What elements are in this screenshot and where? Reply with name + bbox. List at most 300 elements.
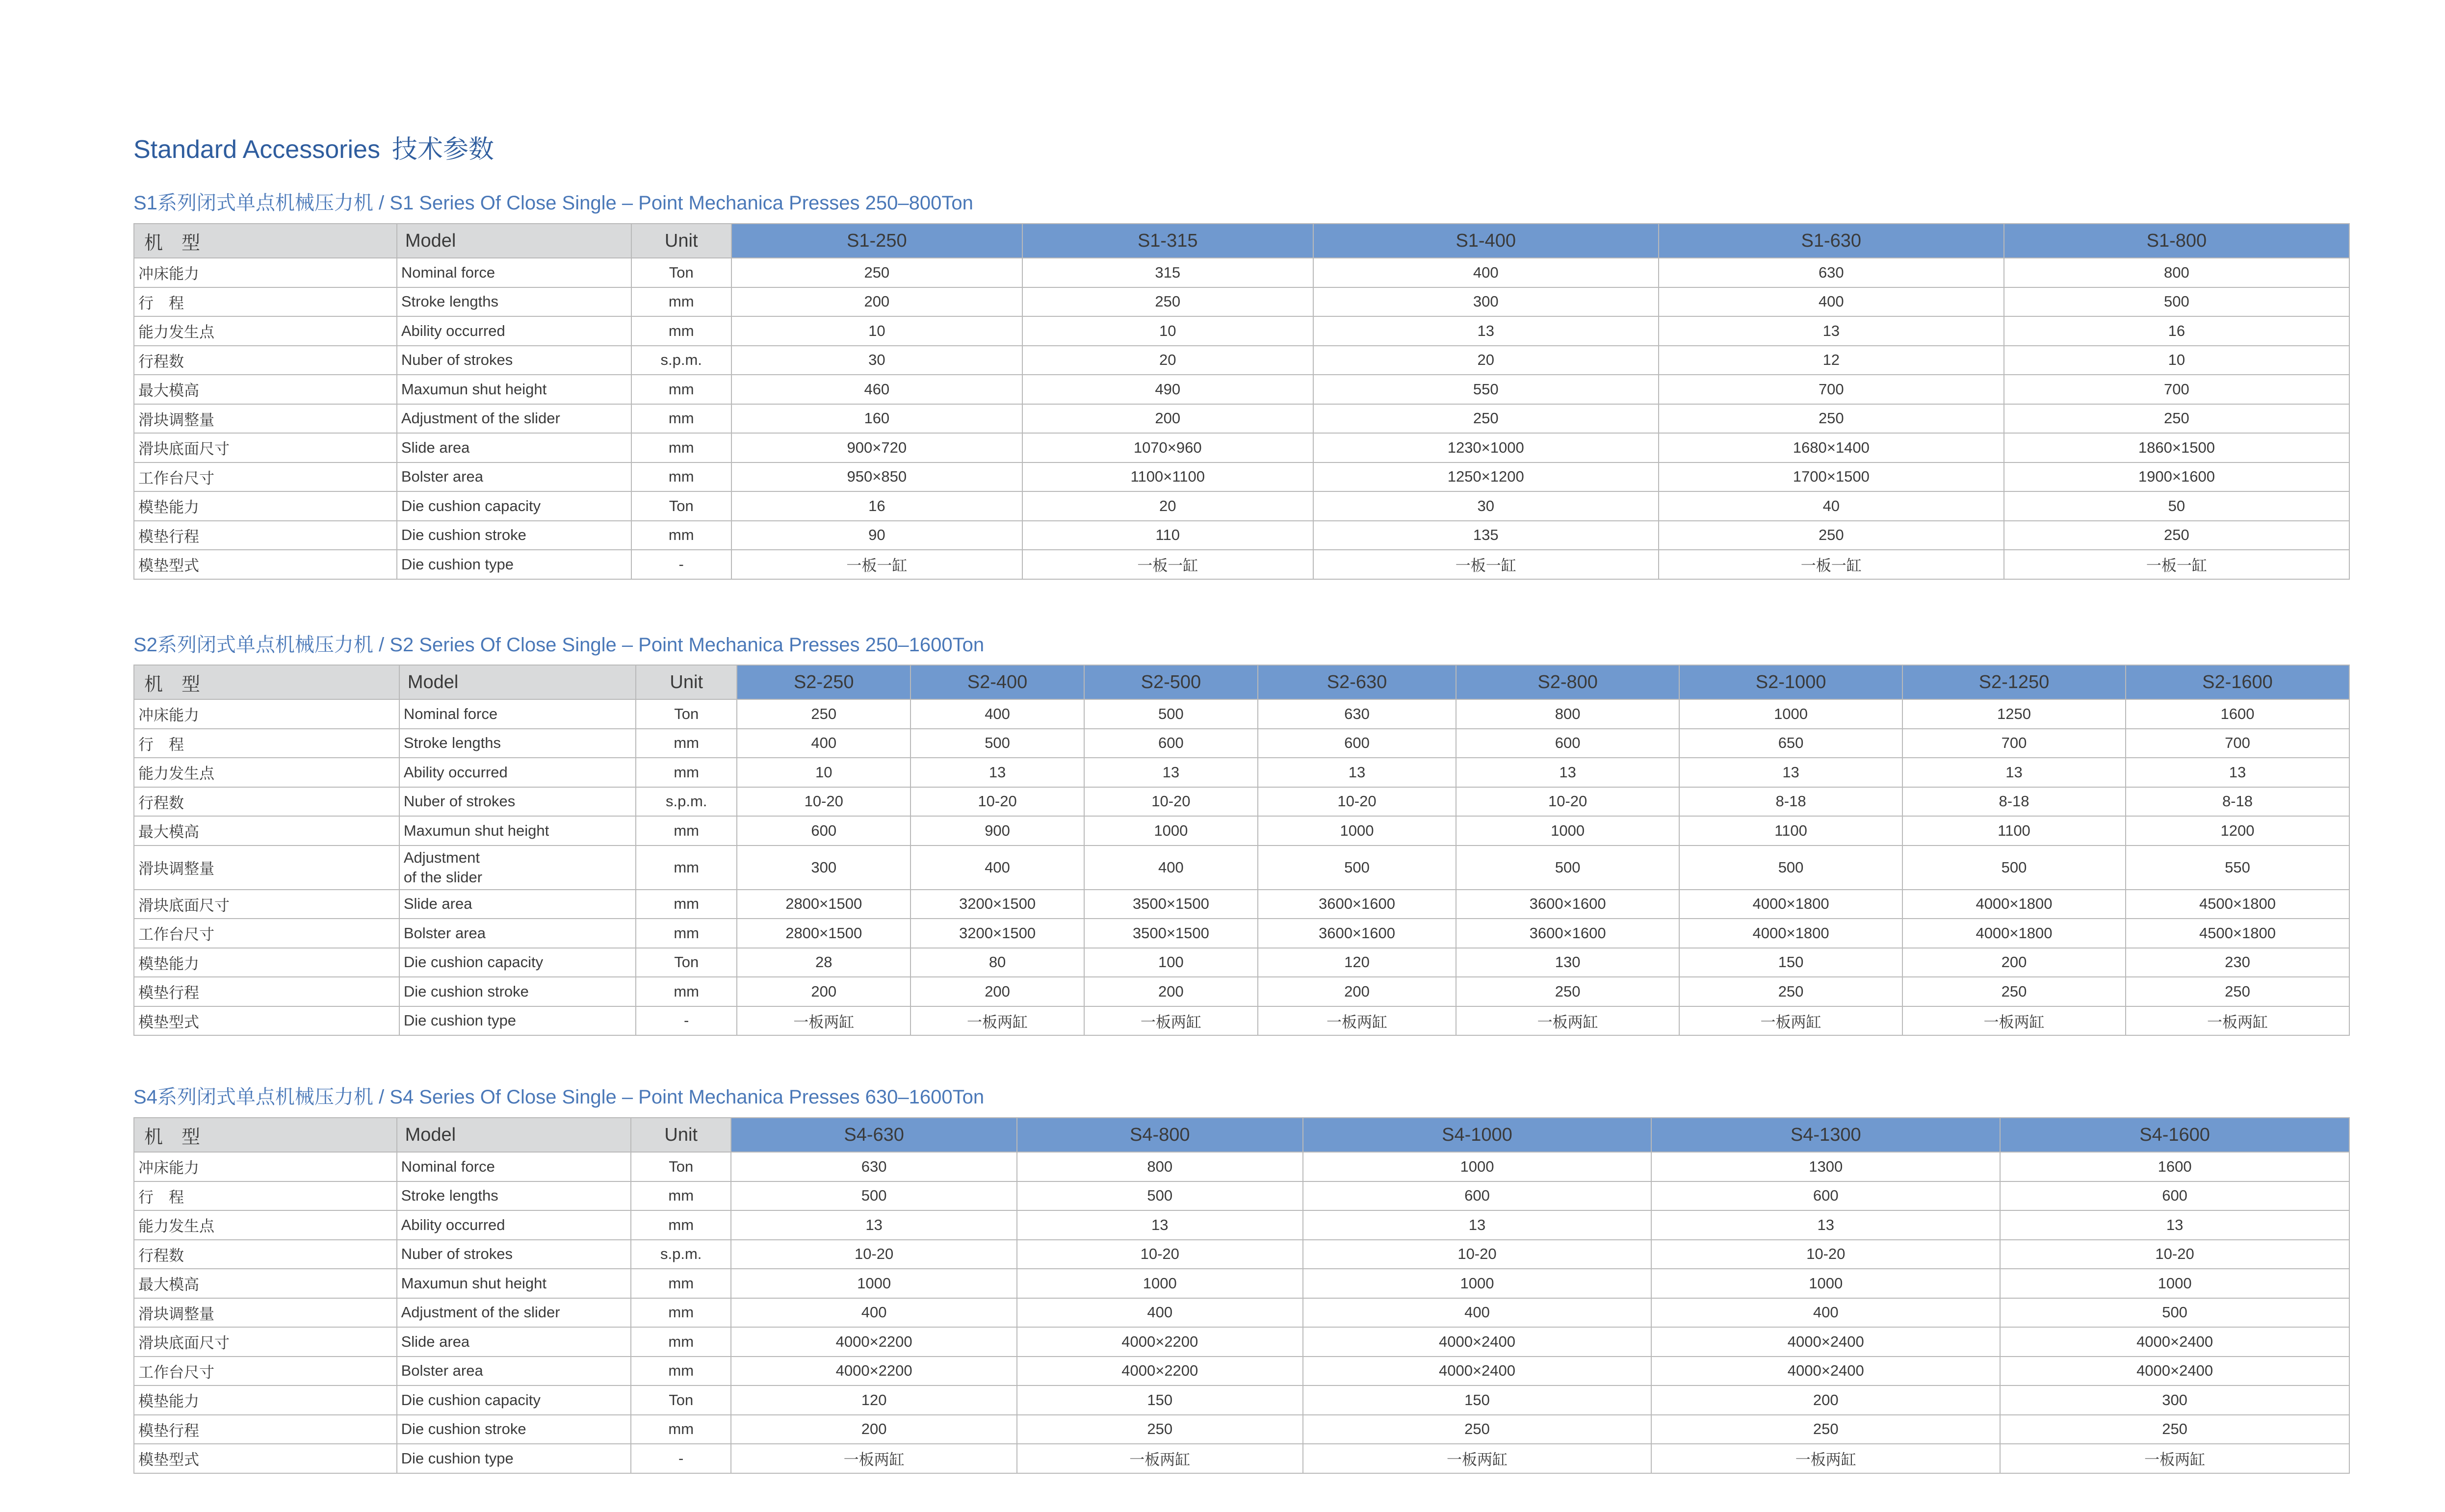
header-label-cn: 机 型 <box>134 224 397 258</box>
value-cell: 16 <box>2004 316 2349 346</box>
value-cell: 500 <box>1084 699 1258 729</box>
value-cell: 30 <box>1313 491 1659 521</box>
row-label-en: Nominal force <box>397 258 631 287</box>
value-cell: 13 <box>1258 758 1456 787</box>
value-cell: 90 <box>731 521 1022 550</box>
row-unit: Ton <box>631 1152 731 1181</box>
value-cell: 200 <box>1258 977 1456 1006</box>
value-cell: 4000×1800 <box>1679 890 1902 919</box>
value-cell: 160 <box>731 404 1022 434</box>
value-cell: 20 <box>1022 491 1313 521</box>
value-cell: 630 <box>731 1152 1017 1181</box>
value-cell: 8-18 <box>1902 787 2126 817</box>
row-label-cn: 工作台尺寸 <box>134 462 397 492</box>
value-cell: 120 <box>731 1385 1017 1415</box>
row-label-en: Ability occurred <box>399 758 636 787</box>
value-cell: 4500×1800 <box>2126 919 2349 948</box>
value-cell: 13 <box>1902 758 2126 787</box>
value-cell: 200 <box>1651 1385 2000 1415</box>
row-unit: mm <box>631 316 731 346</box>
row-label-cn: 最大模高 <box>134 816 399 846</box>
value-cell: 4000×2400 <box>2000 1357 2349 1386</box>
s2-spec-table <box>133 665 2350 1036</box>
value-cell: 500 <box>731 1181 1017 1211</box>
value-cell: 200 <box>731 1415 1017 1444</box>
row-label-cn: 模垫能力 <box>134 1385 397 1415</box>
value-cell: 1000 <box>1303 1269 1652 1298</box>
row-unit: s.p.m. <box>631 346 731 375</box>
row-unit: Ton <box>636 948 737 977</box>
value-cell: 200 <box>731 287 1022 317</box>
value-cell: 200 <box>737 977 910 1006</box>
value-cell: 13 <box>1303 1210 1652 1240</box>
value-cell: 2800×1500 <box>737 890 910 919</box>
table-row <box>134 1006 2349 1036</box>
model-header: S4-630 <box>731 1118 1017 1152</box>
value-cell: 200 <box>1022 404 1313 434</box>
value-cell: 1000 <box>1258 816 1456 846</box>
value-cell: 3200×1500 <box>910 890 1084 919</box>
row-label-cn: 最大模高 <box>134 375 397 404</box>
value-cell: 400 <box>1659 287 2004 317</box>
value-cell: 10-20 <box>1651 1240 2000 1269</box>
value-cell: 100 <box>1084 948 1258 977</box>
row-label-en: Die cushion stroke <box>397 521 631 550</box>
model-header: S2-1000 <box>1679 665 1902 699</box>
value-cell: 13 <box>1659 316 2004 346</box>
row-label-en: Adjustment of the slider <box>397 1298 631 1328</box>
value-cell: 600 <box>1651 1181 2000 1211</box>
s1-spec-table <box>133 223 2350 580</box>
value-cell: 490 <box>1022 375 1313 404</box>
row-unit: mm <box>631 1210 731 1240</box>
value-cell: 500 <box>910 729 1084 758</box>
row-label-cn: 能力发生点 <box>134 758 399 787</box>
value-cell: 一板两缸 <box>1456 1006 1679 1036</box>
value-cell: 1000 <box>1679 699 1902 729</box>
value-cell: 700 <box>2126 729 2349 758</box>
value-cell: 50 <box>2004 491 2349 521</box>
value-cell: 250 <box>1679 977 1902 1006</box>
model-header: S1-315 <box>1022 224 1313 258</box>
value-cell: 135 <box>1313 521 1659 550</box>
value-cell: 900×720 <box>731 433 1022 462</box>
row-label-en: Nominal force <box>397 1152 631 1181</box>
model-header: S2-1600 <box>2126 665 2349 699</box>
value-cell: 12 <box>1659 346 2004 375</box>
value-cell: 40 <box>1659 491 2004 521</box>
value-cell: 3200×1500 <box>910 919 1084 948</box>
s2-section-title: S2系列闭式单点机械压力机 / S2 Series Of Close Single – Point Mechanica Presses 250–1600Ton <box>133 634 985 656</box>
value-cell: 600 <box>1303 1181 1652 1211</box>
table-row <box>134 816 2349 846</box>
s4-section-title: S4系列闭式单点机械压力机 / S4 Series Of Close Single – Point Mechanica Presses 630–1600Ton <box>133 1086 985 1108</box>
row-label-cn: 工作台尺寸 <box>134 919 399 948</box>
value-cell: 1000 <box>731 1269 1017 1298</box>
row-unit: s.p.m. <box>631 1240 731 1269</box>
row-unit: Ton <box>631 1385 731 1415</box>
row-unit: mm <box>631 521 731 550</box>
table-row <box>134 787 2349 817</box>
value-cell: 4000×1800 <box>1902 919 2126 948</box>
row-unit: s.p.m. <box>636 787 737 817</box>
value-cell: 700 <box>1659 375 2004 404</box>
value-cell: 13 <box>1084 758 1258 787</box>
table-row <box>134 346 2349 375</box>
row-label-en: Nominal force <box>399 699 636 729</box>
table-header-row <box>134 224 2349 258</box>
row-label-cn: 行 程 <box>134 1181 397 1211</box>
row-label-cn: 最大模高 <box>134 1269 397 1298</box>
model-header: S1-400 <box>1313 224 1659 258</box>
row-label-cn: 能力发生点 <box>134 1210 397 1240</box>
row-label-cn: 模垫能力 <box>134 491 397 521</box>
page-title-cn: 技术参数 <box>391 135 494 164</box>
value-cell: 400 <box>910 846 1084 890</box>
value-cell: 630 <box>1258 699 1456 729</box>
value-cell: 250 <box>1659 521 2004 550</box>
row-label-cn: 能力发生点 <box>134 316 397 346</box>
value-cell: 250 <box>1902 977 2126 1006</box>
value-cell: 4000×1800 <box>1679 919 1902 948</box>
value-cell: 250 <box>1651 1415 2000 1444</box>
row-label-en: Bolster area <box>397 1357 631 1386</box>
table-row <box>134 1298 2349 1328</box>
row-label-en: Maxumun shut height <box>397 1269 631 1298</box>
value-cell: 1860×1500 <box>2004 433 2349 462</box>
row-unit: mm <box>631 1327 731 1357</box>
model-header: S4-1000 <box>1303 1118 1652 1152</box>
row-label-cn: 行程数 <box>134 787 399 817</box>
value-cell: 460 <box>731 375 1022 404</box>
value-cell: 4000×2400 <box>2000 1327 2349 1357</box>
value-cell: 4000×1800 <box>1902 890 2126 919</box>
value-cell: 315 <box>1022 258 1313 287</box>
value-cell: 1250×1200 <box>1313 462 1659 492</box>
value-cell: 300 <box>1313 287 1659 317</box>
model-header: S2-400 <box>910 665 1084 699</box>
value-cell: 10 <box>1022 316 1313 346</box>
value-cell: 10 <box>2004 346 2349 375</box>
header-label-unit: Unit <box>631 224 731 258</box>
row-label-en: Die cushion capacity <box>397 1385 631 1415</box>
value-cell: 1200 <box>2126 816 2349 846</box>
value-cell: 3600×1600 <box>1258 919 1456 948</box>
value-cell: 550 <box>1313 375 1659 404</box>
value-cell: 400 <box>1651 1298 2000 1328</box>
row-label-en: Slide area <box>399 890 636 919</box>
value-cell: 8-18 <box>1679 787 1902 817</box>
value-cell: 1000 <box>1456 816 1679 846</box>
row-label-cn: 模垫行程 <box>134 521 397 550</box>
value-cell: 10 <box>731 316 1022 346</box>
table-row <box>134 521 2349 550</box>
row-unit: mm <box>636 758 737 787</box>
value-cell: 一板两缸 <box>910 1006 1084 1036</box>
value-cell: 4000×2400 <box>1651 1327 2000 1357</box>
value-cell: 500 <box>1258 846 1456 890</box>
row-label-cn: 滑块底面尺寸 <box>134 890 399 919</box>
row-unit: - <box>631 550 731 579</box>
value-cell: 1900×1600 <box>2004 462 2349 492</box>
row-unit: - <box>636 1006 737 1036</box>
value-cell: 一板一缸 <box>1022 550 1313 579</box>
value-cell: 800 <box>1456 699 1679 729</box>
value-cell: 4000×2400 <box>1651 1357 2000 1386</box>
value-cell: 1070×960 <box>1022 433 1313 462</box>
row-label-cn: 滑块调整量 <box>134 1298 397 1328</box>
header-label-unit: Unit <box>631 1118 731 1152</box>
row-unit: mm <box>631 287 731 317</box>
value-cell: 1000 <box>1303 1152 1652 1181</box>
table-row <box>134 919 2349 948</box>
table-row <box>134 1269 2349 1298</box>
model-header: S1-800 <box>2004 224 2349 258</box>
row-unit: Ton <box>631 491 731 521</box>
value-cell: 500 <box>1456 846 1679 890</box>
value-cell: 1100×1100 <box>1022 462 1313 492</box>
value-cell: 800 <box>1017 1152 1303 1181</box>
table-header-row <box>134 665 2349 699</box>
value-cell: 一板一缸 <box>2004 550 2349 579</box>
value-cell: 一板两缸 <box>1258 1006 1456 1036</box>
value-cell: 200 <box>910 977 1084 1006</box>
table-row <box>134 287 2349 317</box>
value-cell: 250 <box>1017 1415 1303 1444</box>
row-label-en: Nuber of strokes <box>397 346 631 375</box>
row-label-en: Slide area <box>397 1327 631 1357</box>
table-row <box>134 1210 2349 1240</box>
table-row <box>134 890 2349 919</box>
table-row <box>134 699 2349 729</box>
value-cell: 400 <box>1313 258 1659 287</box>
table-row <box>134 1385 2349 1415</box>
value-cell: 500 <box>2000 1298 2349 1328</box>
value-cell: 13 <box>1651 1210 2000 1240</box>
row-unit: mm <box>631 433 731 462</box>
row-unit: Ton <box>631 258 731 287</box>
value-cell: 13 <box>1456 758 1679 787</box>
value-cell: 一板一缸 <box>1659 550 2004 579</box>
s4-spec-table <box>133 1117 2350 1474</box>
value-cell: 400 <box>1084 846 1258 890</box>
value-cell: 500 <box>1017 1181 1303 1211</box>
value-cell: 700 <box>2004 375 2349 404</box>
value-cell: 200 <box>1902 948 2126 977</box>
page-title-en: Standard Accessories <box>133 135 380 164</box>
value-cell: 13 <box>731 1210 1017 1240</box>
row-label-en: Maxumun shut height <box>399 816 636 846</box>
value-cell: 600 <box>1456 729 1679 758</box>
row-unit: mm <box>636 816 737 846</box>
value-cell: 13 <box>1313 316 1659 346</box>
value-cell: 500 <box>1902 846 2126 890</box>
row-unit: mm <box>636 890 737 919</box>
row-label-en: Slide area <box>397 433 631 462</box>
value-cell: 13 <box>2126 758 2349 787</box>
value-cell: 3500×1500 <box>1084 919 1258 948</box>
value-cell: 600 <box>737 816 910 846</box>
row-label-cn: 行程数 <box>134 1240 397 1269</box>
value-cell: 3500×1500 <box>1084 890 1258 919</box>
value-cell: 10-20 <box>1303 1240 1652 1269</box>
value-cell: 650 <box>1679 729 1902 758</box>
table-row <box>134 491 2349 521</box>
row-label-cn: 模垫行程 <box>134 1415 397 1444</box>
value-cell: 一板两缸 <box>737 1006 910 1036</box>
row-unit: mm <box>636 919 737 948</box>
model-header: S2-250 <box>737 665 910 699</box>
row-unit: mm <box>631 1181 731 1211</box>
value-cell: 400 <box>731 1298 1017 1328</box>
value-cell: 400 <box>910 699 1084 729</box>
value-cell: 250 <box>1456 977 1679 1006</box>
value-cell: 250 <box>731 258 1022 287</box>
value-cell: 150 <box>1303 1385 1652 1415</box>
row-label-en: Maxumun shut height <box>397 375 631 404</box>
value-cell: 200 <box>1084 977 1258 1006</box>
header-label-cn: 机 型 <box>134 665 399 699</box>
value-cell: 10-20 <box>737 787 910 817</box>
row-label-en: Die cushion capacity <box>399 948 636 977</box>
row-unit: mm <box>631 1269 731 1298</box>
table-row <box>134 1240 2349 1269</box>
value-cell: 130 <box>1456 948 1679 977</box>
value-cell: 4000×2200 <box>1017 1327 1303 1357</box>
row-label-cn: 模垫型式 <box>134 1006 399 1036</box>
value-cell: 400 <box>737 729 910 758</box>
row-label-cn: 模垫型式 <box>134 550 397 579</box>
value-cell: 500 <box>2004 287 2349 317</box>
value-cell: 一板两缸 <box>1303 1444 1652 1473</box>
table-row <box>134 433 2349 462</box>
model-header: S2-1250 <box>1902 665 2126 699</box>
header-label-model: Model <box>399 665 636 699</box>
model-header: S4-1300 <box>1651 1118 2000 1152</box>
value-cell: 一板两缸 <box>1017 1444 1303 1473</box>
value-cell: 80 <box>910 948 1084 977</box>
value-cell: 4000×2400 <box>1303 1327 1652 1357</box>
row-label-cn: 冲床能力 <box>134 1152 397 1181</box>
row-label-cn: 模垫型式 <box>134 1444 397 1473</box>
row-label-cn: 行 程 <box>134 287 397 317</box>
value-cell: 250 <box>737 699 910 729</box>
value-cell: 一板两缸 <box>2000 1444 2349 1473</box>
value-cell: 10-20 <box>1258 787 1456 817</box>
table-row <box>134 846 2349 890</box>
table-row <box>134 462 2349 492</box>
value-cell: 20 <box>1313 346 1659 375</box>
value-cell: 20 <box>1022 346 1313 375</box>
table-row <box>134 977 2349 1006</box>
table-row <box>134 1152 2349 1181</box>
value-cell: 10-20 <box>1017 1240 1303 1269</box>
value-cell: 一板两缸 <box>1084 1006 1258 1036</box>
row-unit: mm <box>631 1415 731 1444</box>
row-label-cn: 模垫能力 <box>134 948 399 977</box>
value-cell: 一板一缸 <box>731 550 1022 579</box>
value-cell: 950×850 <box>731 462 1022 492</box>
value-cell: 一板一缸 <box>1313 550 1659 579</box>
value-cell: 150 <box>1679 948 1902 977</box>
value-cell: 一板两缸 <box>1902 1006 2126 1036</box>
value-cell: 1600 <box>2000 1152 2349 1181</box>
row-unit: Ton <box>636 699 737 729</box>
value-cell: 3600×1600 <box>1456 890 1679 919</box>
value-cell: 10-20 <box>731 1240 1017 1269</box>
value-cell: 600 <box>2000 1181 2349 1211</box>
value-cell: 10-20 <box>910 787 1084 817</box>
value-cell: 800 <box>2004 258 2349 287</box>
page-title <box>133 128 494 165</box>
value-cell: 13 <box>1017 1210 1303 1240</box>
value-cell: 4000×2200 <box>1017 1357 1303 1386</box>
value-cell: 10-20 <box>1084 787 1258 817</box>
row-label-cn: 滑块底面尺寸 <box>134 1327 397 1357</box>
value-cell: 150 <box>1017 1385 1303 1415</box>
row-unit: mm <box>631 1298 731 1328</box>
value-cell: 1680×1400 <box>1659 433 2004 462</box>
value-cell: 600 <box>1258 729 1456 758</box>
value-cell: 550 <box>2126 846 2349 890</box>
row-label-cn: 工作台尺寸 <box>134 1357 397 1386</box>
value-cell: 250 <box>2000 1415 2349 1444</box>
value-cell: 1000 <box>1017 1269 1303 1298</box>
model-header: S1-630 <box>1659 224 2004 258</box>
value-cell: 一板两缸 <box>2126 1006 2349 1036</box>
row-label-cn: 滑块底面尺寸 <box>134 433 397 462</box>
value-cell: 3600×1600 <box>1456 919 1679 948</box>
row-label-en: Die cushion type <box>397 1444 631 1473</box>
value-cell: 1000 <box>1651 1269 2000 1298</box>
table-row <box>134 258 2349 287</box>
row-unit: - <box>631 1444 731 1473</box>
value-cell: 28 <box>737 948 910 977</box>
value-cell: 250 <box>1303 1415 1652 1444</box>
table-row <box>134 1415 2349 1444</box>
row-unit: mm <box>636 977 737 1006</box>
row-label-en-line: of the slider <box>403 868 483 886</box>
row-label-cn: 冲床能力 <box>134 258 397 287</box>
value-cell: 16 <box>731 491 1022 521</box>
row-label-en: Die cushion stroke <box>399 977 636 1006</box>
s1-section-title: S1系列闭式单点机械压力机 / S1 Series Of Close Single – Point Mechanica Presses 250–800Ton <box>133 192 973 214</box>
table-row <box>134 758 2349 787</box>
row-label-cn: 行程数 <box>134 346 397 375</box>
row-label-en: Bolster area <box>397 462 631 492</box>
table-row <box>134 375 2349 404</box>
model-header: S4-800 <box>1017 1118 1303 1152</box>
row-label-en: Die cushion type <box>399 1006 636 1036</box>
row-unit: mm <box>636 729 737 758</box>
row-label-en: Bolster area <box>399 919 636 948</box>
row-label-cn: 行 程 <box>134 729 399 758</box>
row-label-en: Stroke lengths <box>397 287 631 317</box>
value-cell: 13 <box>1679 758 1902 787</box>
value-cell: 2800×1500 <box>737 919 910 948</box>
value-cell: 250 <box>1659 404 2004 434</box>
value-cell: 一板两缸 <box>731 1444 1017 1473</box>
value-cell: 10-20 <box>2000 1240 2349 1269</box>
row-unit: mm <box>631 375 731 404</box>
value-cell: 700 <box>1902 729 2126 758</box>
model-header: S2-630 <box>1258 665 1456 699</box>
model-header: S1-250 <box>731 224 1022 258</box>
row-label-cn: 滑块调整量 <box>134 404 397 434</box>
value-cell: 230 <box>2126 948 2349 977</box>
header-label-model: Model <box>397 224 631 258</box>
row-label-en: Nuber of strokes <box>399 787 636 817</box>
